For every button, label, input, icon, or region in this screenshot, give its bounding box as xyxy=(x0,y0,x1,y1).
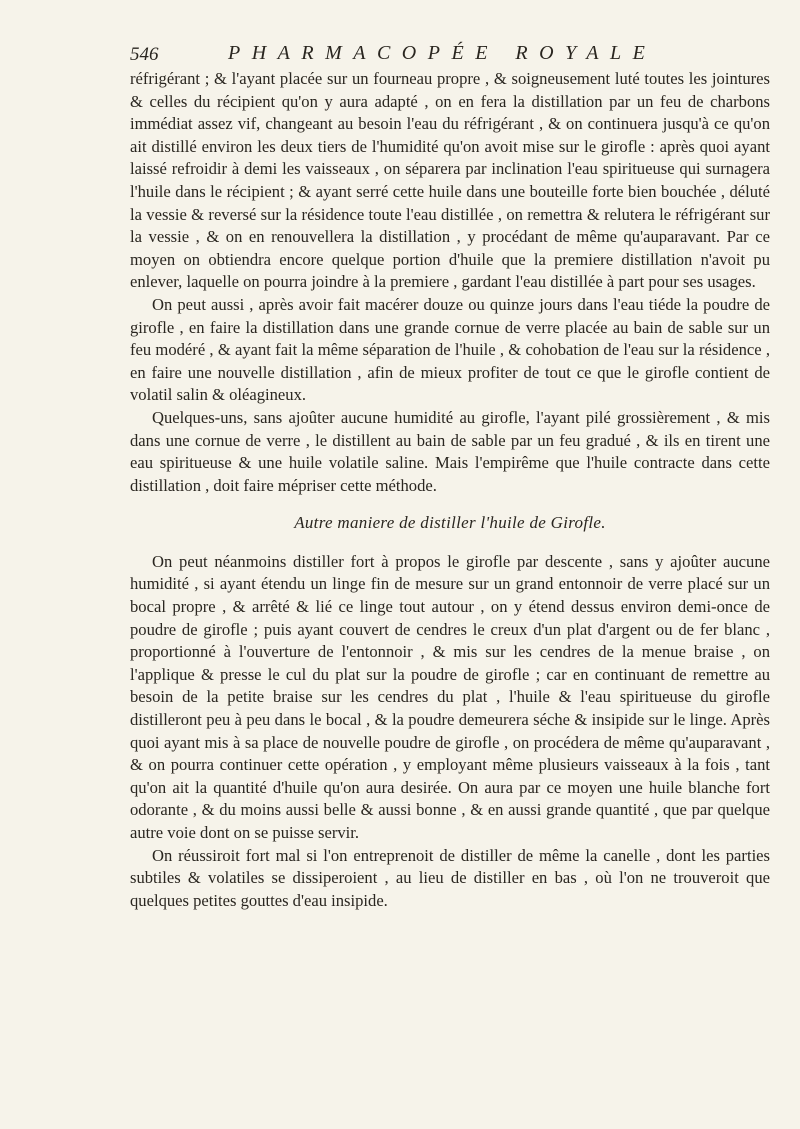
paragraph: réfrigérant ; & l'ayant placée sur un fourneau propre , & soigneusement luté toutes les jointures & celles du récipient qu'on y aura adapté , on en fera la distillation par un feu de charbons immédiat assez vif, changeant au besoin l'eau du réfrigérant , & on continuera jusqu'à ce qu'on ait distillé environ les deux tiers de l'humidité qu'on avoit mise sur le girofle : après quoi ayant laissé refroidir à demi les vaisseaux , on séparera par inclination l'eau spiritueuse qui surnagera l'huile dans le récipient ; & ayant serré cette huile dans une bouteille forte bien bouchée , déluté la vessie & reversé sur la résidence toute l'eau distillée , on remettra & relutera le réfrigérant sur la vessie , & on en renouvellera la distillation , y procédant de même qu'auparavant. Par ce moyen on obtiendra encore quelque portion d'huile que la premiere distillation n'avoit pu enlever, laquelle on pourra joindre à la premiere , gardant l'eau distillée à part pour ses usages. xyxy=(130,69,770,292)
paragraph: Quelques-uns, sans ajoûter aucune humidité au girofle, l'ayant pilé grossièrement , & mis dans une cornue de verre , le distillent au bain de sable par un feu gradué , & ils en tirent une eau spiritueuse & une huile volatile saline. Mais l'empirême que l'huile contracte dans cette distillation , doit faire mépriser cette méthode. xyxy=(130,407,770,495)
running-title: PHARMACOPÉE ROYALE xyxy=(228,42,657,64)
paragraph: On réussiroit fort mal si l'on entreprenoit de distiller de même la canelle , dont les parties subtiles & volatiles se dissiperoient , au lieu de distiller en bas , où l'on ne trouveroit que quelques petites gouttes d'eau insipide. xyxy=(130,845,770,910)
paragraph: On peut aussi , après avoir fait macérer douze ou quinze jours dans l'eau tiéde la poudre de girofle , en faire la distillation dans une grande cornue de verre placée au bain de sable sur un feu modéré , & ayant fait la même séparation de l'huile , & cohobation de l'eau sur la résidence , en faire une nouvelle distillation , afin de mieux profiter de tout ce que le girofle contient de volatil salin & oléagineux. xyxy=(130,294,770,405)
section-title: Autre maniere de distiller l'huile de Girofle. xyxy=(294,513,606,533)
paragraph: On peut néanmoins distiller fort à propos le girofle par descente , sans y ajoûter aucune humidité , si ayant étendu un linge fin de mesure sur un grand entonnoir de verre placé sur un bocal propre , & arrêté & lié ce linge tout autour , on y étend dessus environ demi-once de poudre de girofle ; puis ayant couvert de cendres le creux d'un plat d'argent ou de fer blanc , proportionné à l'ouverture de l'entonnoir , & mis sur les cendres de la menue braise , on l'applique & presse le cul du plat sur la poudre de girofle ; car en continuant de remettre au besoin de la petite braise sur les cendres du plat , l'huile & l'eau spiritueuse du girofle distilleront peu à peu dans le bocal , & la poudre demeurera séche & insipide sur le linge. Après quoi ayant mis à sa place de nouvelle poudre de girofle , on procédera de même qu'auparavant , & on pourra continuer cette opération , y employant même plusieurs vaisseaux à la fois , tant qu'on ait la quantité d'huile qu'on aura desirée. On aura par ce moyen une huile blanche fort odorante , & du moins aussi belle & aussi bonne , & en aussi grande quantité , que par quelque autre voie dont on se puisse servir. xyxy=(130,551,770,842)
page-body xyxy=(130,68,770,912)
page-number: 546 xyxy=(130,44,159,65)
